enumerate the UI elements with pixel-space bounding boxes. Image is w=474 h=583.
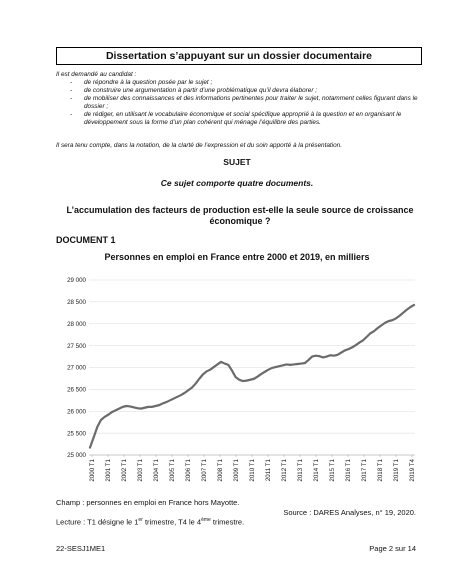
- data-point: [301, 363, 302, 364]
- series-line-employment: [90, 305, 414, 448]
- x-tick-label: 2005 T1: [169, 459, 176, 482]
- x-tick-label: 2000 T1: [89, 459, 96, 482]
- y-tick-label: 29 000: [67, 277, 86, 285]
- data-point: [399, 315, 400, 316]
- x-tick-label: 2001 T1: [105, 459, 112, 482]
- sujet-question: L’accumulation des facteurs de production est-elle la seule source de croissance économique ?: [66, 205, 414, 226]
- instruction-item: - de répondre à la question posée par le sujet ;: [70, 79, 213, 86]
- data-point: [359, 342, 360, 343]
- x-tick-label: 2008 T1: [217, 459, 224, 482]
- data-point: [191, 387, 192, 388]
- x-tick-label: 2017 T1: [361, 459, 368, 482]
- instruction-item: - de construire une argumentation à partir d’une problématique qu’il devra élaborer ;: [70, 87, 318, 94]
- data-point: [155, 405, 156, 406]
- data-point: [210, 369, 211, 370]
- data-point: [119, 408, 120, 409]
- data-point: [151, 406, 152, 407]
- data-point: [333, 355, 334, 356]
- data-point: [104, 416, 105, 417]
- data-point: [381, 325, 382, 326]
- data-point: [235, 377, 236, 378]
- data-point: [319, 356, 320, 357]
- instruction-item: - de rédiger, en utilisant le vocabulaire économique et social spécifique approprié à la question et en organisant le développement sous la forme d’un plan cohérent qui ménage l’équilibre des parties.: [70, 111, 402, 126]
- chart-scope-note: Champ : personnes en emploi en France hors Mayotte.: [56, 498, 240, 507]
- chart-reading-note: Lecture : T1 désigne le 1er trimestre, T4 le 4ème trimestre.: [56, 517, 245, 527]
- data-point: [111, 412, 112, 413]
- y-tick-label: 27 500: [67, 342, 86, 350]
- x-tick-label: 2004 T1: [153, 459, 160, 482]
- data-point: [213, 366, 214, 367]
- chart-source: Source : DARES Analyses, n° 19, 2020.: [283, 508, 416, 517]
- data-point: [311, 356, 312, 357]
- data-point: [388, 321, 389, 322]
- data-point: [206, 371, 207, 372]
- data-point: [261, 373, 262, 374]
- x-tick-label: 2010 T1: [249, 459, 256, 482]
- x-tick-label: 2007 T1: [201, 459, 208, 482]
- notation-note: Il sera tenu compte, dans la notation, de la clarté de l’expression et du soin apporté à la présentation.: [56, 142, 342, 149]
- data-point: [293, 364, 294, 365]
- data-point: [228, 364, 229, 365]
- data-point: [297, 363, 298, 364]
- x-tick-label: 2011 T1: [265, 459, 272, 482]
- data-point: [337, 354, 338, 355]
- instructions: [56, 71, 426, 127]
- y-tick-label: 25 500: [67, 430, 86, 438]
- data-point: [344, 350, 345, 351]
- data-point: [140, 408, 141, 409]
- data-point: [169, 400, 170, 401]
- instructions-list: [56, 79, 426, 127]
- x-tick-label: 2014 T1: [313, 459, 320, 482]
- data-point: [402, 312, 403, 313]
- sujet-label: SUJET: [223, 157, 251, 167]
- data-point: [137, 408, 138, 409]
- data-point: [362, 340, 363, 341]
- data-point: [144, 407, 145, 408]
- data-point: [370, 333, 371, 334]
- data-point: [348, 349, 349, 350]
- data-point: [330, 355, 331, 356]
- x-tick-label: 2003 T1: [137, 459, 144, 482]
- x-tick-label: 2016 T1: [345, 459, 352, 482]
- data-point: [159, 405, 160, 406]
- data-point: [217, 364, 218, 365]
- data-point: [195, 383, 196, 384]
- data-point: [188, 390, 189, 391]
- data-point: [93, 437, 94, 438]
- data-point: [341, 352, 342, 353]
- data-point: [97, 426, 98, 427]
- document-label: DOCUMENT 1: [56, 235, 116, 245]
- data-point: [133, 407, 134, 408]
- x-tick-label: 2013 T1: [297, 459, 304, 482]
- data-point: [224, 363, 225, 364]
- data-point: [242, 380, 243, 381]
- x-tick-label: 2019 T1: [393, 459, 400, 482]
- data-point: [373, 331, 374, 332]
- data-point: [322, 357, 323, 358]
- footer-page-number: Page 2 sur 14: [369, 544, 416, 553]
- data-point: [126, 405, 127, 406]
- chart-title: Personnes en emploi en France entre 2000 et 2019, en milliers: [104, 252, 370, 262]
- x-tick-label: 2009 T1: [233, 459, 240, 482]
- data-point: [253, 378, 254, 379]
- data-point: [246, 380, 247, 381]
- data-point: [89, 447, 90, 448]
- data-point: [184, 392, 185, 393]
- data-point: [220, 361, 221, 362]
- y-tick-label: 28 000: [67, 320, 86, 328]
- data-point: [413, 304, 414, 305]
- x-tick-label: 2002 T1: [121, 459, 128, 482]
- data-point: [173, 398, 174, 399]
- data-point: [304, 363, 305, 364]
- data-point: [392, 320, 393, 321]
- data-point: [129, 406, 130, 407]
- data-point: [122, 406, 123, 407]
- y-tick-label: 26 500: [67, 386, 86, 394]
- x-tick-label: 2015 T1: [329, 459, 336, 482]
- data-point: [384, 322, 385, 323]
- x-tick-label: 2006 T1: [185, 459, 192, 482]
- data-point: [377, 328, 378, 329]
- data-point: [148, 406, 149, 407]
- y-tick-label: 27 000: [67, 364, 86, 372]
- y-tick-label: 28 500: [67, 299, 86, 307]
- data-point: [355, 345, 356, 346]
- data-point: [177, 396, 178, 397]
- data-point: [308, 359, 309, 360]
- employment-line-chart: [55, 268, 425, 496]
- data-point: [100, 419, 101, 420]
- data-point: [115, 410, 116, 411]
- data-point: [202, 374, 203, 375]
- sujet-subtitle: Ce sujet comporte quatre documents.: [160, 178, 314, 188]
- instructions-intro: Il est demandé au candidat :: [56, 71, 137, 78]
- data-point: [315, 355, 316, 356]
- data-point: [290, 364, 291, 365]
- data-point: [257, 376, 258, 377]
- data-point: [264, 371, 265, 372]
- data-point: [326, 356, 327, 357]
- data-point: [250, 379, 251, 380]
- x-tick-label: 2012 T1: [281, 459, 288, 482]
- data-point: [271, 367, 272, 368]
- data-point: [166, 401, 167, 402]
- x-tick-label: 2018 T1: [377, 459, 384, 482]
- data-point: [275, 366, 276, 367]
- data-point: [180, 394, 181, 395]
- data-point: [162, 403, 163, 404]
- y-tick-label: 26 000: [67, 408, 86, 416]
- data-point: [108, 414, 109, 415]
- data-point: [239, 379, 240, 380]
- data-point: [406, 309, 407, 310]
- y-tick-label: 25 000: [67, 452, 86, 460]
- x-tick-label: 2019 T4: [409, 459, 416, 482]
- data-point: [282, 365, 283, 366]
- data-point: [279, 366, 280, 367]
- data-point: [410, 307, 411, 308]
- instruction-item: - de mobiliser des connaissances et des informations pertinentes pour traiter le sujet, notamment celles figurant dans le dossier ;: [70, 95, 418, 110]
- data-point: [199, 378, 200, 379]
- data-point: [352, 347, 353, 348]
- data-point: [231, 370, 232, 371]
- data-point: [286, 364, 287, 365]
- data-point: [268, 369, 269, 370]
- footer-code: 22-SESJ1ME1: [56, 544, 106, 553]
- data-point: [366, 336, 367, 337]
- page-title: Dissertation s’appuyant sur un dossier documentaire: [56, 47, 422, 65]
- data-point: [395, 318, 396, 319]
